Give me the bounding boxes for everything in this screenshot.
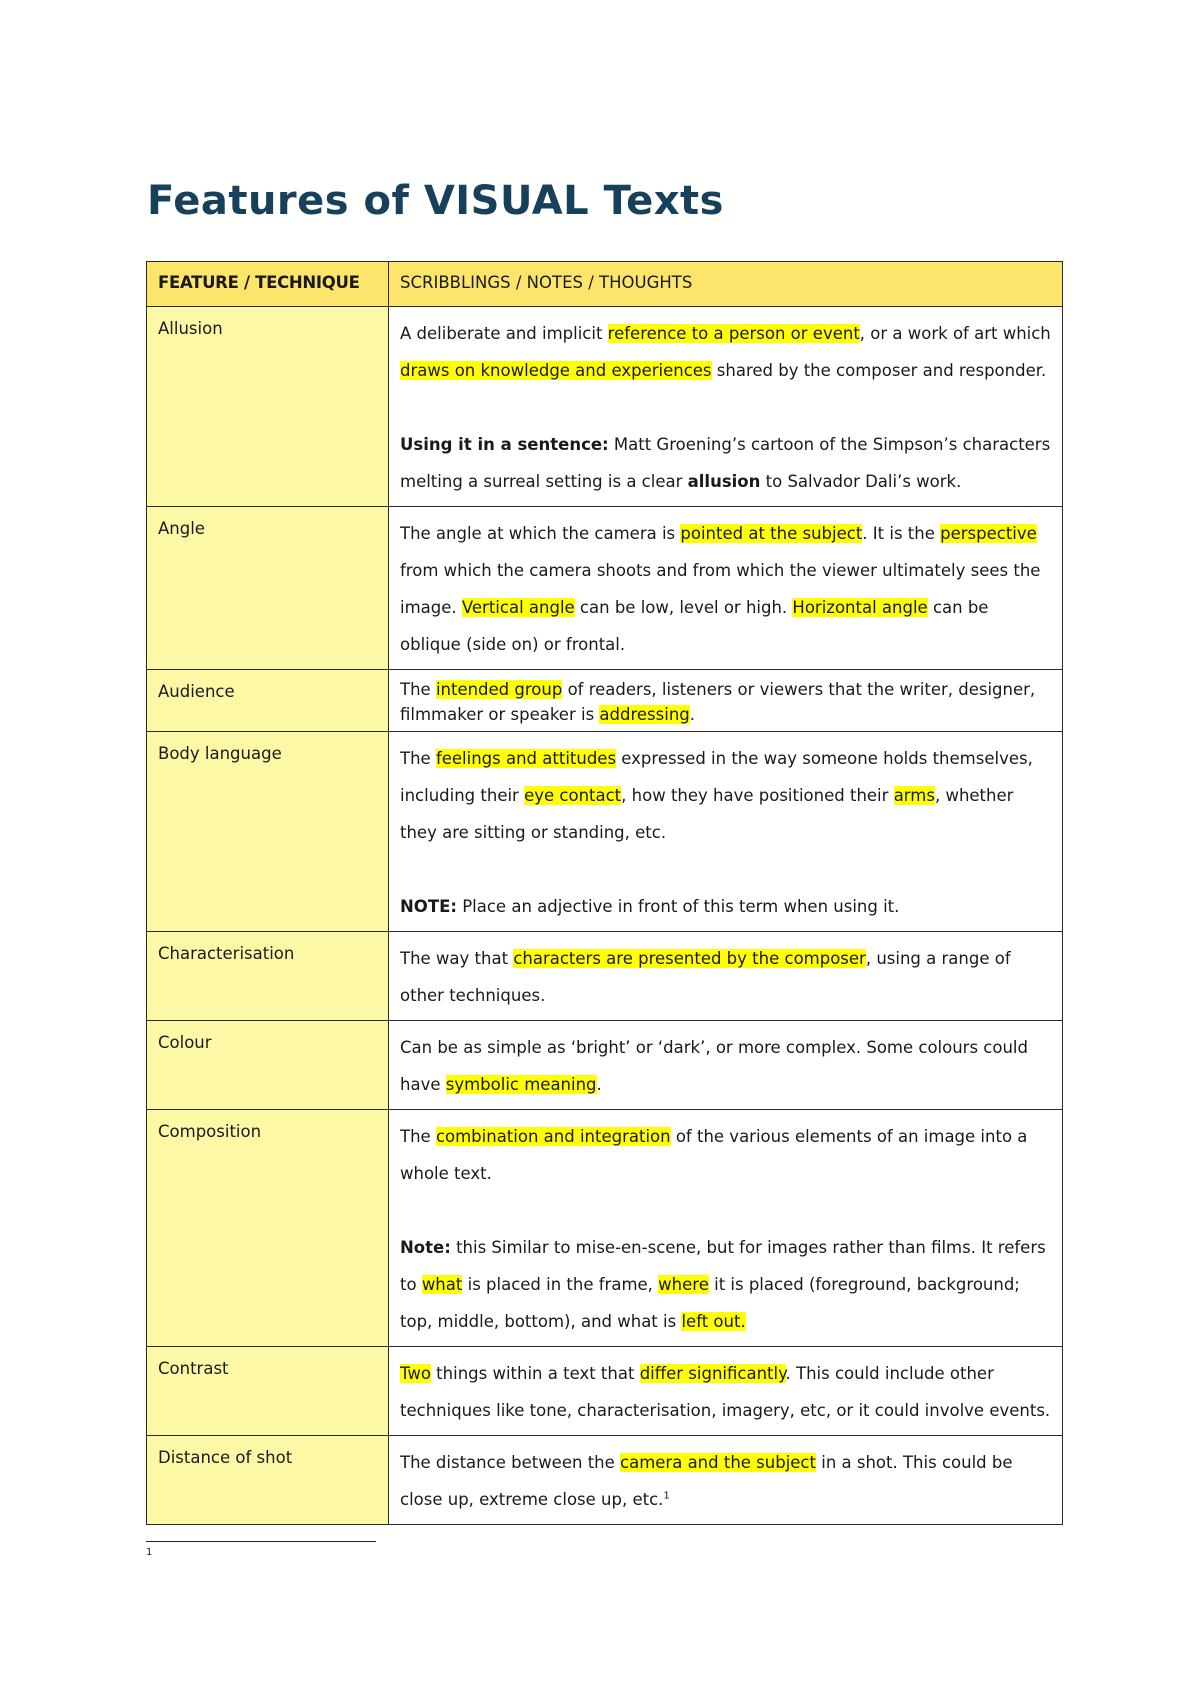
notes-cell [389, 932, 1063, 1021]
text-run: can be oblique (side on) or frontal. [400, 598, 989, 654]
notes-paragraph [400, 1029, 1052, 1103]
highlighted-text: feelings and attitudes [435, 749, 617, 768]
notes-cell [389, 670, 1063, 732]
text-run: The way that [400, 949, 514, 968]
notes-cell [389, 732, 1063, 932]
bold-text: Using it in a sentence: [400, 435, 609, 454]
blank-line [400, 851, 1052, 888]
notes-paragraph [400, 1444, 1052, 1518]
highlighted-text: Horizontal angle [792, 598, 928, 617]
text-run: is placed in the frame, [462, 1275, 659, 1294]
blank-line [400, 389, 1052, 426]
table-row [147, 507, 1063, 670]
text-run: A deliberate and implicit [400, 324, 608, 343]
feature-cell: Distance of shot [147, 1436, 389, 1525]
text-run: . [596, 1075, 602, 1094]
table-row [147, 1110, 1063, 1347]
notes-paragraph [400, 1229, 1052, 1340]
text-run: to Salvador Dali’s work. [760, 472, 962, 491]
bold-text: NOTE: [400, 897, 457, 916]
text-run: shared by the composer and responder. [711, 361, 1047, 380]
text-run: this Similar to mise-en-scene, but for images rather than films. It refers to [400, 1238, 1046, 1294]
text-run: of readers, listeners or viewers that the writer, designer, filmmaker or speaker is [400, 680, 1036, 724]
feature-cell: Angle [147, 507, 389, 670]
highlighted-text: Two [400, 1364, 431, 1383]
notes-cell [389, 507, 1063, 670]
notes-cell [389, 1436, 1063, 1525]
feature-cell: Characterisation [147, 932, 389, 1021]
highlighted-text: symbolic meaning [445, 1075, 597, 1094]
notes-cell [389, 1347, 1063, 1436]
highlighted-text: left out. [681, 1312, 746, 1331]
text-run: The distance between the [400, 1453, 621, 1472]
notes-paragraph [400, 315, 1052, 389]
footnote-reference: 1 [663, 1490, 670, 1502]
highlighted-text: Vertical angle [461, 598, 575, 617]
notes-cell [389, 307, 1063, 507]
text-run: can be low, level or high. [574, 598, 793, 617]
highlighted-text: differ significantly [639, 1364, 786, 1383]
feature-cell: Composition [147, 1110, 389, 1347]
table-row [147, 307, 1063, 507]
text-run: Place an adjective in front of this term when using it. [456, 897, 900, 916]
text-run: The [400, 1127, 436, 1146]
table-row [147, 1347, 1063, 1436]
text-run: it is placed (foreground, background; top, middle, bottom), and what is [400, 1275, 1020, 1331]
feature-cell: Body language [147, 732, 389, 932]
feature-cell: Allusion [147, 307, 389, 507]
notes-cell [389, 1110, 1063, 1347]
highlighted-text: intended group [435, 680, 563, 699]
text-run: . This could include other techniques like tone, characterisation, imagery, etc, or it could involve events. [400, 1364, 1051, 1420]
highlighted-text: combination and integration [435, 1127, 671, 1146]
footnote-separator [146, 1541, 376, 1542]
highlighted-text: eye contact [524, 786, 622, 805]
highlighted-text: pointed at the subject [680, 524, 863, 543]
notes-paragraph [400, 940, 1052, 1014]
highlighted-text: where [658, 1275, 709, 1294]
header-notes: SCRIBBLINGS / NOTES / THOUGHTS [389, 262, 1063, 307]
notes-paragraph [400, 740, 1052, 851]
notes-paragraph [400, 515, 1052, 663]
text-run: , using a range of other techniques. [400, 949, 1011, 1005]
header-feature: FEATURE / TECHNIQUE [147, 262, 389, 307]
text-run: from which the camera shoots and from which the viewer ultimately sees the image. [400, 561, 1041, 617]
text-run: The [400, 680, 436, 699]
text-run: . [689, 705, 696, 724]
text-run: , whether they are sitting or standing, etc. [400, 786, 1014, 842]
highlighted-text: arms [893, 786, 935, 805]
highlighted-text: perspective [940, 524, 1037, 543]
highlighted-text: reference to a person or event [607, 324, 860, 343]
text-run: Can be as simple as ‘bright’ or ‘dark’, or more complex. Some colours could have [400, 1038, 1028, 1094]
notes-paragraph [400, 1355, 1052, 1429]
bold-text: allusion [687, 472, 761, 491]
feature-cell: Audience [147, 670, 389, 732]
text-run: The angle at which the camera is [400, 524, 681, 543]
notes-paragraph [400, 426, 1052, 500]
features-table [146, 261, 1063, 1525]
feature-cell: Colour [147, 1021, 389, 1110]
highlighted-text: draws on knowledge and experiences [400, 361, 712, 380]
table-row [147, 1021, 1063, 1110]
notes-paragraph [400, 888, 1052, 925]
text-run: of the various elements of an image into a whole text. [400, 1127, 1028, 1183]
table-row [147, 932, 1063, 1021]
text-run: expressed in the way someone holds themselves, including their [400, 749, 1033, 805]
table-row [147, 670, 1063, 732]
highlighted-text: camera and the subject [620, 1453, 816, 1472]
footnote-mark: 1 [146, 1547, 153, 1558]
notes-cell [389, 1021, 1063, 1110]
notes-paragraph [400, 1118, 1052, 1192]
bold-text: Note: [400, 1238, 451, 1257]
notes-paragraph [400, 677, 1052, 727]
text-run: things within a text that [430, 1364, 640, 1383]
table-row [147, 732, 1063, 932]
highlighted-text: characters are presented by the composer [513, 949, 866, 968]
blank-line [400, 1192, 1052, 1229]
text-run: , how they have positioned their [621, 786, 894, 805]
page-title: Features of VISUAL Texts [147, 178, 724, 224]
text-run: , or a work of art which [859, 324, 1051, 343]
text-run: Matt Groening’s cartoon of the Simpson’s characters melting a surreal setting is a clear [400, 435, 1051, 491]
table-header-row [147, 262, 1063, 307]
text-run: . It is the [862, 524, 941, 543]
text-run: in a shot. This could be close up, extreme close up, etc. [400, 1453, 1013, 1509]
table-row [147, 1436, 1063, 1525]
text-run: The [400, 749, 436, 768]
feature-cell: Contrast [147, 1347, 389, 1436]
highlighted-text: what [421, 1275, 463, 1294]
highlighted-text: addressing [599, 705, 690, 724]
